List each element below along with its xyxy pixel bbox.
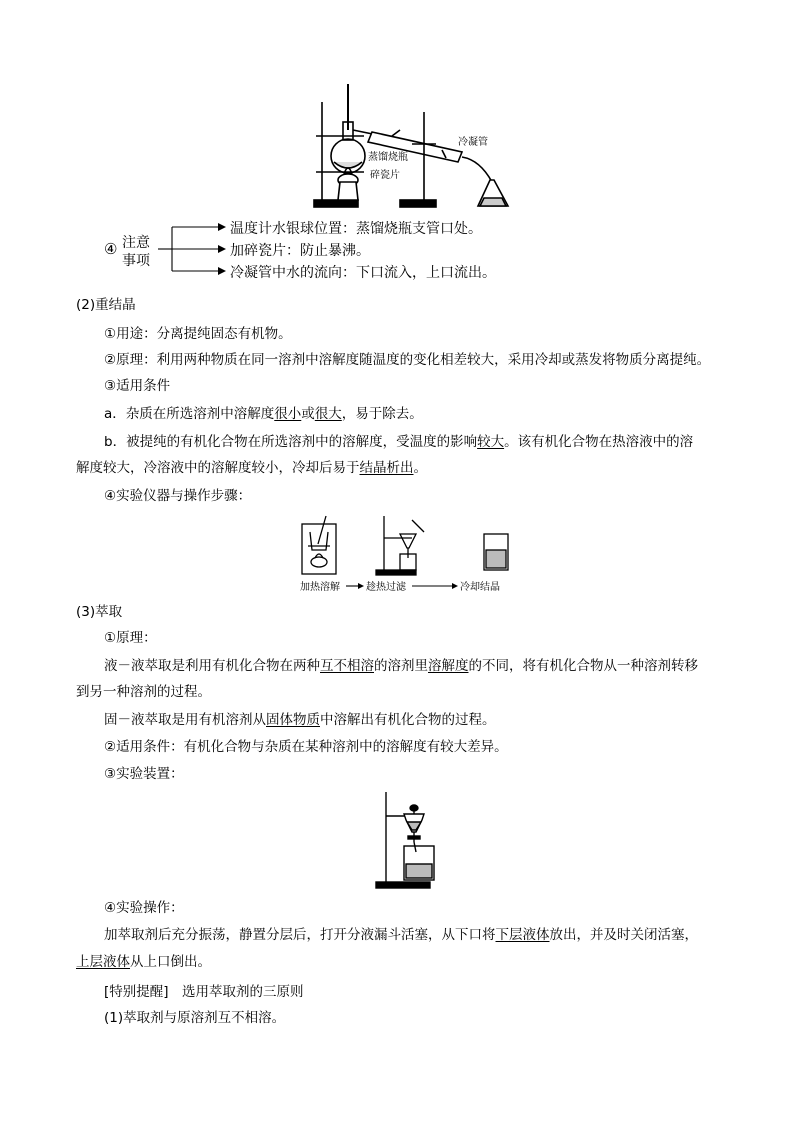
tip-title: [特别提醒] 选用萃取剂的三原则 (104, 984, 304, 1000)
extraction-p1 (104, 656, 698, 676)
p1-underline-2: 溶解度 (428, 658, 469, 674)
condenser-label: 冷凝管 (458, 137, 488, 148)
cond-a-underline-1: 很小 (274, 406, 302, 422)
recrystal-use: ①用途：分离提纯固态有机物。 (104, 326, 292, 342)
extraction-p2 (104, 710, 496, 730)
cond-a-underline-2: 很大 (314, 406, 342, 422)
p1-text-end: 的不同，将有机化合物从一种溶剂转移 (468, 658, 698, 674)
bracket-arrows (154, 214, 230, 284)
recrystal-conditions-title: ③适用条件 (104, 378, 171, 394)
distillation-apparatus-figure (312, 82, 522, 212)
cond-b2-text: 解度较大，冷溶液中的溶解度较小，冷却后易于 (76, 460, 360, 476)
extraction-operation-title: ④实验操作： (104, 900, 184, 916)
notes-circle-number: ④ (104, 240, 118, 258)
extraction-operation-cont (76, 952, 211, 972)
cond-b-underline: 较大 (477, 434, 505, 450)
flask-label: 蒸馏烧瓶 (368, 152, 408, 163)
recrystallization-steps-figure (296, 510, 526, 594)
op-underline: 下层液体 (495, 927, 550, 943)
extraction-p1-cont: 到另一种溶剂的过程。 (76, 684, 211, 700)
extraction-apparatus: ③实验装置： (104, 766, 184, 782)
note-item-2: 加碎瓷片：防止暴沸。 (230, 243, 370, 259)
extraction-heading: (3)萃取 (76, 604, 123, 620)
op-text-end: 放出，并及时关闭活塞， (549, 927, 698, 943)
step-3-label: 冷却结晶 (460, 582, 500, 593)
cond-b-text-end: 。该有机化合物在热溶液中的溶 (504, 434, 694, 450)
extraction-conditions: ②适用条件：有机化合物与杂质在某种溶剂中的溶解度有较大差异。 (104, 739, 508, 755)
notes-label-1: 注意 (122, 235, 150, 251)
recrystal-principle: ②原理：利用两种物质在同一溶剂中溶解度随温度的变化相差较大，采用冷却或蒸发将物质分离提纯。 (104, 352, 711, 368)
extraction-operation (104, 925, 698, 945)
recrystal-cond-a (104, 404, 423, 424)
cond-a-text-end: ，易于除去。 (341, 406, 423, 422)
cond-a-text: a．杂质在所选溶剂中溶解度 (104, 406, 275, 422)
separatory-funnel-figure (374, 788, 460, 890)
recrystal-cond-b (104, 432, 693, 452)
op2-text-end: 从上口倒出。 (130, 954, 211, 970)
step-1-label: 加热溶解 (300, 582, 340, 593)
p1-text-mid: 的溶剂里 (374, 658, 428, 674)
cond-b-text: b．被提纯的有机化合物在所选溶剂中的溶解度，受温度的影响 (104, 434, 478, 450)
cond-b2-underline: 结晶析出 (359, 460, 414, 476)
cond-a-text-mid: 或 (301, 406, 315, 422)
step-2-label: 趁热过滤 (366, 582, 406, 593)
note-item-3: 冷凝管中水的流向：下口流入，上口流出。 (230, 265, 496, 281)
recrystal-heading: (2)重结晶 (76, 297, 136, 313)
chips-label: 碎瓷片 (370, 170, 400, 181)
p2-underline: 固体物质 (266, 712, 320, 728)
p2-text-end: 中溶解出有机化合物的过程。 (320, 712, 496, 728)
p1-text: 液－液萃取是利用有机化合物在两种 (104, 658, 320, 674)
recrystal-steps-title: ④实验仪器与操作步骤： (104, 488, 252, 504)
p1-underline-1: 互不相溶 (320, 658, 374, 674)
op-text: 加萃取剂后充分振荡，静置分层后，打开分液漏斗活塞，从下口将 (104, 927, 496, 943)
recrystal-cond-b-cont (76, 458, 427, 478)
note-item-1: 温度计水银球位置：蒸馏烧瓶支管口处。 (230, 221, 482, 237)
distillation-notes (100, 214, 496, 294)
notes-label-2: 事项 (122, 253, 150, 269)
p2-text: 固－液萃取是用有机溶剂从 (104, 712, 266, 728)
op2-underline: 上层液体 (76, 954, 130, 970)
tip-rule-1: (1)萃取剂与原溶剂互不相溶。 (104, 1010, 286, 1026)
cond-b2-text-end: 。 (413, 460, 427, 476)
extraction-principle-title: ①原理： (104, 630, 157, 646)
